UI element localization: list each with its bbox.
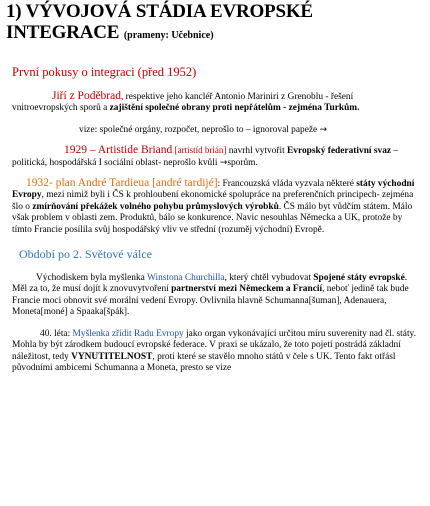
pronunciation: [artistíd brián] <box>174 145 227 156</box>
text-run: vize: společné orgány, rozpočet, neprošlo to – ignoroval papeže <box>79 124 318 135</box>
bold-run: státy východní Evropy <box>12 179 415 201</box>
text-run: , neboť jedině tak bude Francie moci obnovit své morální vedení Evropy. Ovlivnila hlavně Schumanna[šuman], Adenauera, Moneta[moné] a Spaaka[špák]. <box>12 284 409 318</box>
link-council-of-europe[interactable]: Myšlenka zřídit Radu Evropy <box>72 328 184 339</box>
link-churchill[interactable]: Winstona Churchilla <box>147 273 225 284</box>
paragraph-tardieu <box>12 178 418 236</box>
text-run: : Francouzská vláda vyzvala některé <box>217 179 357 190</box>
text-run: . Měl za to, že musí dojít k znovuvytvoření <box>12 273 408 295</box>
paragraph-podebrad <box>12 91 418 115</box>
title-text: 1) VÝVOJOVÁ STÁDIA EVROPSKÉ INTEGRACE <box>6 1 313 43</box>
text-run: 40. léta: <box>40 328 73 339</box>
text-run: , respektive jeho kancléř Antonio Mariniri z Grenoblu - řešení vnitroevropských sporů a <box>12 92 354 114</box>
text-run: sporům. <box>227 157 258 168</box>
highlight-name: Jiří z Poděbrad <box>52 90 121 102</box>
highlight-year-name: 1929 – Artistide Briand <box>64 144 173 157</box>
bold-run: Spojené státy evropské <box>313 273 405 284</box>
text-run: Východiskem byla myšlenka <box>36 273 148 284</box>
paragraph-churchill <box>12 273 418 319</box>
page-title <box>6 0 422 46</box>
text-run: , mezi nimiž byli i ČS k prohloubení ekonomické spolupráce na preferenčních principech- zejména šlo o <box>12 190 414 212</box>
section-heading-post-war: Období po 2. Světové válce <box>19 247 152 262</box>
text-run: jako organ vykonávající určitou míru suverenity nad čl. státy. Mohla by být zárodkem budoucí evropské federace. V praxi se ukázalo, že toto pojetí postrádá základní náležitost, tedy <box>12 328 416 362</box>
highlight-plan: 1932- plan André Tardieua [andré tardijé] <box>26 177 218 190</box>
text-run: , který chtěl vybudovat <box>224 273 314 284</box>
paragraph-vision <box>79 125 422 136</box>
section-heading-early-attempts: První pokusy o integraci (před 1952) <box>12 65 197 79</box>
title-sources: (prameny: Učebnice) <box>123 30 214 41</box>
bold-run: zmírňování překážek volného pohybu průmyslových výrobků <box>32 201 279 212</box>
paragraph-briand <box>12 145 418 169</box>
bold-run: partnerství mezi Německem a Francií <box>171 284 323 295</box>
bold-run: VYNUTITELNOST <box>71 351 153 362</box>
paragraph-council-of-europe <box>12 329 418 375</box>
text-run: , proti které se stavělo mnoho států v čele s UK. Tento fakt otřásl původními ambicemi Schumanna a Moneta, presto se vize <box>12 351 396 373</box>
arrow-right-icon: → <box>319 124 328 135</box>
bold-run: Evropský federativní svaz <box>287 146 392 157</box>
text-run: navrhl vytvořit <box>226 146 288 157</box>
text-run: . ČS málo byt vůdčím státem. Málo však problem v oblasti zem. Produktů, bálo se konkurence. Navic nesouhlas Německa a UK, protože by tímto Francie posílila svůj hospodářský vliv ve střední (rozuměj východní) Evropě. <box>12 201 413 235</box>
arrow-right-icon: → <box>219 157 228 168</box>
text-run: – politická, hospodářská I sociální oblast- neprošlo kvůli <box>12 146 399 168</box>
bold-run: zajištění společné obrany proti nepřátelům - zejména Turkům. <box>109 103 360 114</box>
